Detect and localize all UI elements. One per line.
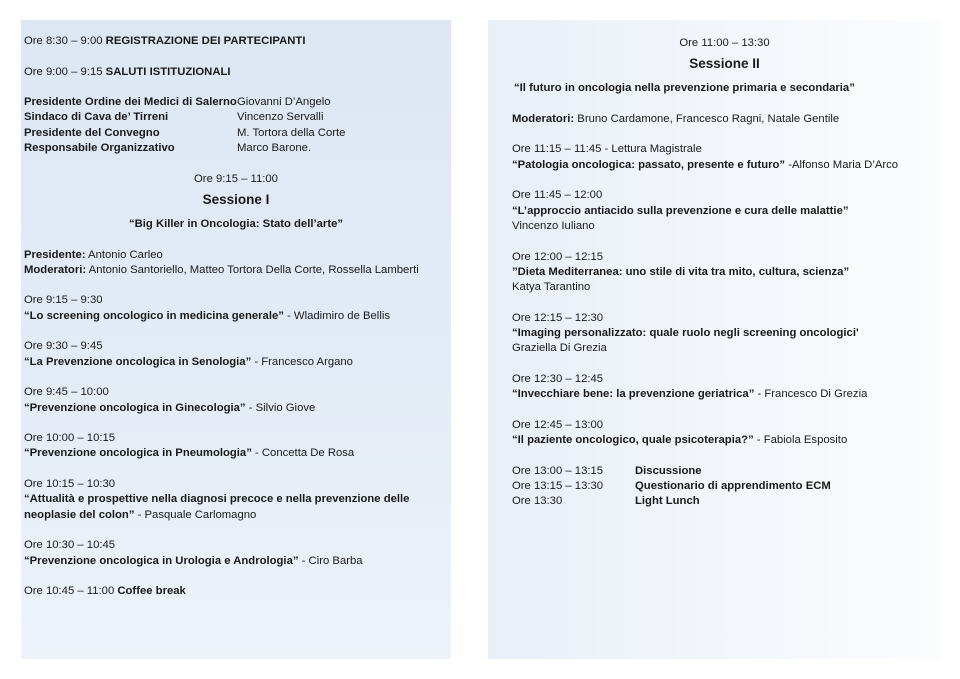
session-time: Ore 11:00 – 13:30 <box>679 37 770 49</box>
session-title: Sessione I <box>202 191 270 207</box>
session-one-panel <box>21 20 451 659</box>
talk-item: Ore 12:15 – 12:30 “Imaging personalizzato: quale ruolo negli screening oncologici' Graziella Di Grezia <box>512 311 859 355</box>
session-theme: “Il futuro in oncologia nella prevenzione primaria e secondaria” <box>514 82 855 95</box>
talk-item: Ore 9:45 – 10:00 “Prevenzione oncologica in Ginecologia” - Silvio Giove <box>24 386 316 414</box>
welcome-line: Ore 9:00 – 9:15 SALUTI ISTITUZIONALI <box>24 65 231 78</box>
officials-list: Presidente Ordine dei Medici di Salerno Giovanni D’Angelo Sindaco di Cava de’ Tirreni Vincenzo Servalli Presidente del Convegno M. Tortora della Corte Responsabile Organizzativo Marco Barone. <box>24 96 346 155</box>
talk-item: Ore 10:15 – 10:30 “Attualità e prospettive nella diagnosi precoce e nella prevenzione delle neoplasie del colon” - Pasquale Carlomagno <box>24 478 410 521</box>
talk-item: Ore 9:30 – 9:45 “La Prevenzione oncologica in Senologia” - Francesco Argano <box>24 340 353 368</box>
talk-item: Ore 12:00 – 12:15 ”Dieta Mediterranea: uno stile di vita tra mito, cultura, scienza” Katya Tarantino <box>512 250 850 294</box>
moderators-line: Moderatori: Bruno Cardamone, Francesco Ragni, Natale Gentile <box>512 112 840 125</box>
session-theme: “Big Killer in Oncologia: Stato dell’arte” <box>128 217 344 230</box>
talk-item: Ore 11:45 – 12:00 “L’approccio antiacido sulla prevenzione e cura delle malattie” Vincenzo Iuliano <box>512 189 849 232</box>
talk-item: Ore 10:00 – 10:15 “Prevenzione oncologica in Pneumologia” - Concetta De Rosa <box>24 432 355 460</box>
talk-item: Ore 12:45 – 13:00 “Il paziente oncologico, quale psicoterapia?” - Fabiola Esposito <box>512 418 848 447</box>
president-line: Presidente: Antonio Carleo <box>24 248 163 261</box>
closing-schedule: Ore 13:00 – 13:15 Discussione Ore 13:15 – 13:30 Questionario di apprendimento ECM Ore 13:30 Light Lunch <box>512 464 831 508</box>
coffee-break-line: Ore 10:45 – 11:00 Coffee break <box>24 585 186 598</box>
talk-item: Ore 12:30 – 12:45 “Invecchiare bene: la prevenzione geriatrica” - Francesco Di Grezia <box>512 372 868 401</box>
session-time: Ore 9:15 – 11:00 <box>194 172 278 185</box>
talk-item: Ore 11:15 – 11:45 - Lettura Magistrale “Patologia oncologica: passato, presente e futuro” -Alfonso Maria D’Arco <box>512 143 899 171</box>
moderators-line: Moderatori: Antonio Santoriello, Matteo Tortora Della Corte, Rossella Lamberti <box>24 263 419 276</box>
session-two-panel <box>488 20 940 659</box>
talk-item: Ore 9:15 – 9:30 “Lo screening oncologico in medicina generale” - Wladimiro de Bellis <box>24 294 390 322</box>
talk-item: Ore 10:30 – 10:45 “Prevenzione oncologica in Urologia e Andrologia” - Ciro Barba <box>24 539 363 567</box>
session-title: Sessione II <box>689 56 760 72</box>
registration-line: Ore 8:30 – 9:00 REGISTRAZIONE DEI PARTECIPANTI <box>24 35 306 47</box>
